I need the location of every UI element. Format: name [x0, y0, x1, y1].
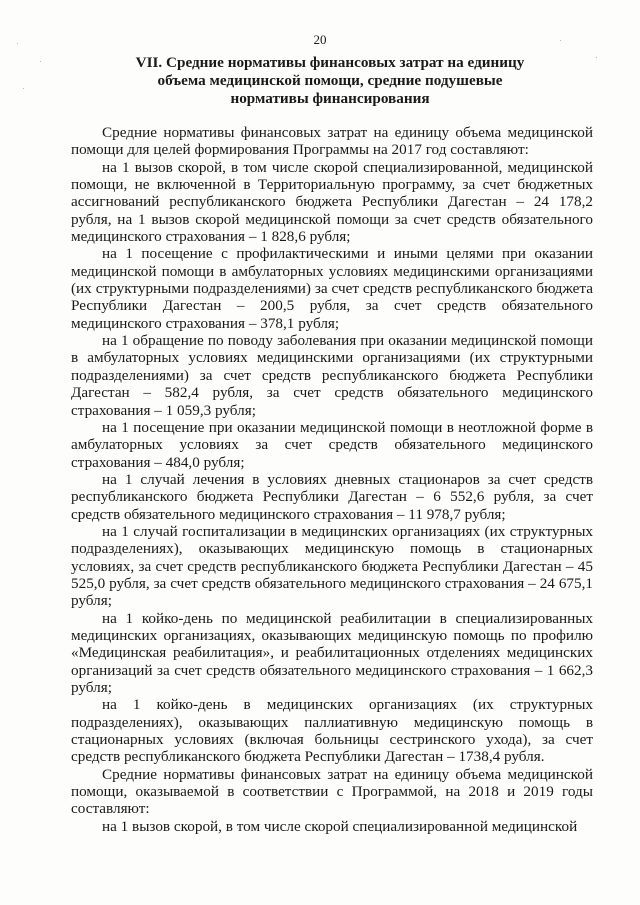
paragraph-rehabilitation: на 1 койко-день по медицинской реабилитации в специализированных медицинских организациях, оказывающих медицинскую помощь по профилю «Медицинская реабилитация», и реабилитационных отделениях медицинских организаций за счет средств обязательного медицинского страхования – 1 662,3 рубля;	[71, 609, 593, 696]
paragraph-ambulance-call: на 1 вызов скорой, в том числе скорой специализированной, медицинской помощи, не включенной в Территориальную программу, за счет бюджетных ассигнований республиканского бюджета Республики Дагестан – 24 178,2 рубля, на 1 вызов скорой медицинской помощи за счет средств обязательного медицинского страхования – 1 828,6 рубля;	[71, 158, 593, 246]
body-text	[71, 124, 593, 835]
paragraph-hospitalization: на 1 случай госпитализации в медицинских организациях (их структурных подразделениях), оказывающих медицинскую помощь в стационарных условиях, за счет средств республиканского бюджета Республики Дагестан – 45 525,0 рубля, за счет средств обязательного медицинского страхования – 24 675,1 рубля;	[71, 522, 593, 610]
page-number: 20	[313, 32, 327, 47]
scan-speck	[40, 61, 41, 62]
heading-line: VII. Средние нормативы финансовых затрат на единицу	[135, 54, 525, 71]
heading-line: объема медицинской помощи, средние подушевые	[157, 72, 503, 89]
paragraph-disease-appeal: на 1 обращение по поводу заболевания при оказании медицинской помощи в амбулаторных условиях медицинскими организациями (их структурными подразделениями) за счет средств республиканского бюджета Республики Дагестан – 582,4 рубля, за счет средств обязательного медицинского страхования – 1 059,3 рубля;	[71, 332, 593, 419]
paragraph-preventive-visit: на 1 посещение с профилактическими и иными целями при оказании медицинской помощи в амбулаторных условиях медицинскими организациями (их структурными подразделениями) за счет средств республиканского бюджета Республики Дагестан – 200,5 рубля, за счет средств обязательного медицинского страхования – 378,1 рубля;	[71, 245, 593, 332]
scan-speck	[23, 88, 24, 89]
paragraph-intro-2017: Средние нормативы финансовых затрат на единицу объема медицинской помощи для целей формирования Программы на 2017 год составляют:	[71, 124, 593, 159]
paragraph-intro-2018-2019: Средние нормативы финансовых затрат на единицу объема медицинской помощи, оказываемой в соответствии с Программой, на 2018 и 2019 годы составляют:	[71, 765, 593, 818]
paragraph-urgent-visit: на 1 посещение при оказании медицинской помощи в неотложной форме в амбулаторных условиях за счет средств обязательного медицинского страхования – 484,0 рубля;	[71, 418, 593, 471]
heading-line: нормативы финансирования	[230, 90, 430, 107]
paragraph-palliative: на 1 койко-день в медицинских организациях (их структурных подразделениях), оказывающих паллиативную медицинскую помощь в стационарных условиях (включая больницы сестринского ухода), за счет средств республиканского бюджета Республики Дагестан – 1738,4 рубля.	[71, 696, 593, 766]
section-heading	[60, 54, 600, 108]
paragraph-day-hospital: на 1 случай лечения в условиях дневных стационаров за счет средств республиканского бюджета Республики Дагестан – 6 552,6 рубля, за счет средств обязательного медицинского страхования – 11 978,7 рубля;	[71, 470, 593, 523]
paragraph-ambulance-call-2018: на 1 вызов скорой, в том числе скорой специализированной медицинской	[102, 817, 578, 835]
